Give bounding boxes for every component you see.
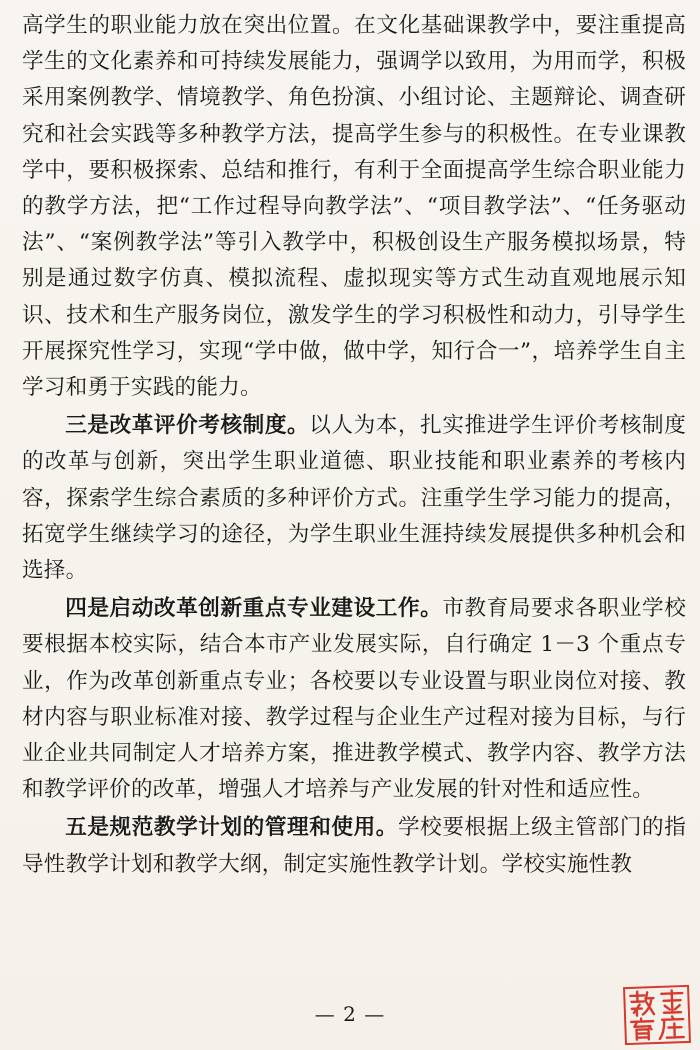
paragraph-4 <box>22 810 686 882</box>
seal-glyphs <box>625 987 689 1043</box>
document-body <box>22 8 686 885</box>
paragraph-2 <box>22 408 686 589</box>
paragraph-1-text: 高学生的职业能力放在突出位置。在文化基础课教学中，要注重提高学生的文化素养和可持续发展能力，强调学以致用，为用而学，积极采用案例教学、情境教学、角色扮演、小组讨论、主题辩论、调查研究和社会实践等多种教学方法，提高学生参与的积极性。在专业课教学中，要积极探索、总结和推行，有利于全面提高学生综合职业能力的教学方法，把“工作过程导向教学法”、“项目教学法”、“任务驱动法”、“案例教学法”等引入教学中，积极创设生产服务模拟场景，特别是通过数字仿真、模拟流程、虚拟现实等方式生动直观地展示知识、技术和生产服务岗位，激发学生的学习积极性和动力，引导学生开展探究性学习，实现“学中做，做中学，知行合一”，培养学生自主学习和勇于实践的能力。 <box>22 13 686 401</box>
paragraph-4-lead: 五是规范教学计划的管理和使用。 <box>65 815 398 841</box>
paragraph-4-text: 学校要根据上级主管部门的指导性教学计划和教学大纲，制定实施性教学计划。学校实施性教 <box>22 815 686 877</box>
red-seal-stamp <box>623 985 691 1045</box>
paragraph-2-text: 以人为本，扎实推进学生评价考核制度的改革与创新，突出学生职业道德、职业技能和职业素养的考核内容，探索学生综合素质的多种评价方式。注重学生学习能力的提高，拓宽学生继续学习的途径，为学生职业生涯持续发展提供多种机会和选择。 <box>22 413 686 584</box>
page-number: — 2 — <box>314 1002 386 1026</box>
paragraph-3-text: 市教育局要求各职业学校要根据本校实际，结合本市产业发展实际，自行确定 1－3 个重点专业，作为改革创新重点专业；各校要以专业设置与职业岗位对接、教材内容与职业标准对接、教学过程与企业生产过程对接为目标，与行业企业共同制定人才培养方案，推进教学模式、教学内容、教学方法和教学评价的改革，增强人才培养与产业发展的针对性和适应性。 <box>22 596 686 803</box>
paragraph-3-lead: 四是启动改革创新重点专业建设工作。 <box>65 596 443 622</box>
paragraph-2-lead: 三是改革评价考核制度。 <box>65 413 310 439</box>
paragraph-1 <box>22 8 686 406</box>
paragraph-3 <box>22 591 686 808</box>
